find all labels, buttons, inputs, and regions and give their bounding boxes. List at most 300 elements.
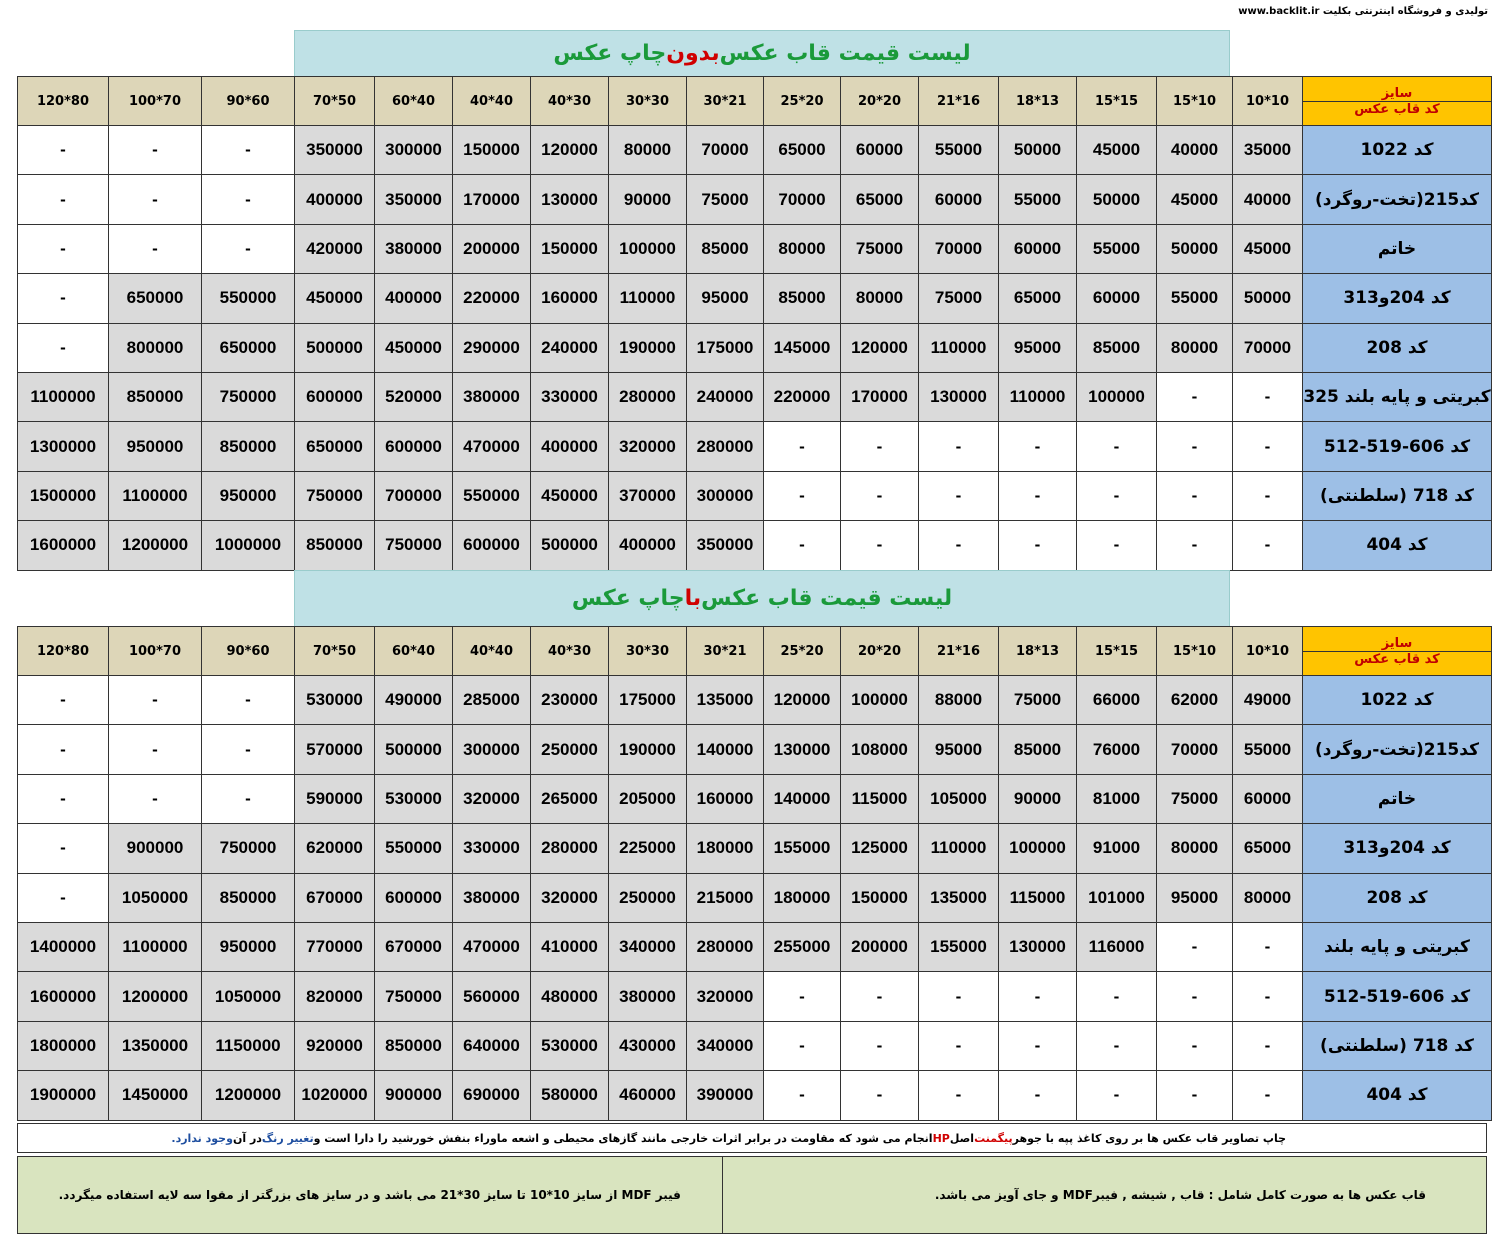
price-cell: 450000 — [375, 323, 453, 372]
price-cell: - — [109, 126, 202, 175]
table-row — [18, 922, 1492, 971]
price-cell: 470000 — [453, 422, 531, 471]
size-header-cell: 20*20 — [841, 627, 919, 676]
price-cell: 1800000 — [18, 1021, 109, 1070]
print-note — [17, 1123, 1487, 1153]
size-header-cell: 60*90 — [202, 77, 295, 126]
table-row — [18, 175, 1492, 224]
table-row — [18, 126, 1492, 175]
price-cell: - — [18, 676, 109, 725]
price-cell: 1150000 — [202, 1021, 295, 1070]
price-cell: 480000 — [531, 972, 609, 1021]
size-header-cell: 10*15 — [1157, 77, 1233, 126]
price-cell: - — [1077, 1021, 1157, 1070]
row-label: کبریتی و پایه بلند — [1303, 922, 1492, 971]
price-cell: - — [999, 1071, 1077, 1120]
note-part1: چاپ تصاویر قاب عکس ها بر روی کاغذ پپه با جوهر — [1012, 1131, 1286, 1145]
table-row — [18, 422, 1492, 471]
price-cell: 80000 — [764, 224, 841, 273]
price-cell: 85000 — [687, 224, 764, 273]
price-cell: - — [202, 774, 295, 823]
price-cell: 60000 — [1233, 774, 1303, 823]
price-cell: - — [764, 521, 841, 570]
price-cell: 460000 — [609, 1071, 687, 1120]
price-cell: - — [202, 126, 295, 175]
price-cell: 1300000 — [18, 422, 109, 471]
price-cell: 1100000 — [18, 372, 109, 421]
price-cell: 70000 — [1233, 323, 1303, 372]
price-cell: 80000 — [841, 274, 919, 323]
price-cell: 110000 — [999, 372, 1077, 421]
price-cell: - — [1077, 972, 1157, 1021]
price-cell: 150000 — [841, 873, 919, 922]
price-cell: - — [18, 725, 109, 774]
price-cell: 650000 — [295, 422, 375, 471]
price-cell: 450000 — [295, 274, 375, 323]
price-cell: - — [18, 274, 109, 323]
price-cell: 145000 — [764, 323, 841, 372]
price-cell: 1600000 — [18, 972, 109, 1021]
price-cell: 450000 — [531, 471, 609, 520]
price-cell: 55000 — [919, 126, 999, 175]
price-cell: 35000 — [1233, 126, 1303, 175]
price-cell: 120000 — [764, 676, 841, 725]
price-cell: 100000 — [999, 824, 1077, 873]
price-cell: - — [919, 1021, 999, 1070]
price-cell: - — [1233, 1071, 1303, 1120]
table-row — [18, 824, 1492, 873]
footer-right-note: قاب عکس ها به صورت کامل شامل : قاب , شیشه , فیبرMDF و جای آویز می باشد. — [722, 1157, 1487, 1233]
price-cell: 400000 — [531, 422, 609, 471]
price-cell: 190000 — [609, 725, 687, 774]
price-cell: - — [109, 774, 202, 823]
size-header-cell: 40*40 — [453, 627, 531, 676]
price-cell: 390000 — [687, 1071, 764, 1120]
price-cell: 180000 — [764, 873, 841, 922]
price-cell: 550000 — [453, 471, 531, 520]
price-cell: 690000 — [453, 1071, 531, 1120]
price-cell: - — [841, 1071, 919, 1120]
price-cell: 750000 — [375, 972, 453, 1021]
price-cell: - — [109, 175, 202, 224]
price-cell: 120000 — [841, 323, 919, 372]
size-header-cell: 20*20 — [841, 77, 919, 126]
price-cell: 1100000 — [109, 471, 202, 520]
price-cell: - — [1233, 422, 1303, 471]
table-row — [18, 372, 1492, 421]
price-cell: 55000 — [999, 175, 1077, 224]
price-cell: 80000 — [1157, 824, 1233, 873]
size-header-cell: 13*18 — [999, 627, 1077, 676]
table2-title-highlight: با — [684, 586, 702, 611]
price-table-with-print — [17, 626, 1492, 1121]
size-header-cell: 70*100 — [109, 77, 202, 126]
price-cell: 400000 — [375, 274, 453, 323]
price-cell: - — [18, 824, 109, 873]
price-cell: 1050000 — [202, 972, 295, 1021]
price-cell: 240000 — [687, 372, 764, 421]
note-pigment: پیگمنت — [974, 1131, 1013, 1145]
price-cell: 55000 — [1157, 274, 1233, 323]
price-cell: 155000 — [919, 922, 999, 971]
price-cell: - — [1157, 922, 1233, 971]
price-cell: - — [1233, 521, 1303, 570]
price-cell: 900000 — [109, 824, 202, 873]
price-cell: 225000 — [609, 824, 687, 873]
price-cell: 200000 — [453, 224, 531, 273]
price-cell: 101000 — [1077, 873, 1157, 922]
price-cell: - — [109, 224, 202, 273]
price-cell: 1200000 — [202, 1071, 295, 1120]
price-cell: 110000 — [919, 323, 999, 372]
price-cell: 95000 — [999, 323, 1077, 372]
price-cell: - — [841, 521, 919, 570]
price-cell: 85000 — [1077, 323, 1157, 372]
price-cell: 250000 — [609, 873, 687, 922]
price-cell: - — [1077, 521, 1157, 570]
price-cell: 620000 — [295, 824, 375, 873]
price-cell: 100000 — [841, 676, 919, 725]
price-cell: - — [1157, 972, 1233, 1021]
price-cell: - — [202, 224, 295, 273]
price-cell: 155000 — [764, 824, 841, 873]
price-cell: 850000 — [295, 521, 375, 570]
price-cell: 115000 — [999, 873, 1077, 922]
price-cell: - — [764, 1071, 841, 1120]
table1-title — [294, 30, 1230, 77]
price-cell: 200000 — [841, 922, 919, 971]
price-cell: 330000 — [453, 824, 531, 873]
price-cell: 40000 — [1233, 175, 1303, 224]
table-row — [18, 323, 1492, 372]
price-cell: - — [999, 1021, 1077, 1070]
price-cell: 95000 — [1157, 873, 1233, 922]
table1-title-after: چاپ عکس — [553, 41, 667, 66]
price-cell: - — [1157, 471, 1233, 520]
price-cell: 300000 — [375, 126, 453, 175]
price-cell: - — [764, 471, 841, 520]
price-cell: - — [1157, 422, 1233, 471]
price-cell: 110000 — [919, 824, 999, 873]
price-cell: 130000 — [999, 922, 1077, 971]
price-cell: - — [18, 175, 109, 224]
size-header-cell: 40*60 — [375, 77, 453, 126]
price-cell: - — [999, 471, 1077, 520]
price-cell: 80000 — [1157, 323, 1233, 372]
price-cell: - — [919, 1071, 999, 1120]
price-cell: 530000 — [295, 676, 375, 725]
price-cell: 140000 — [764, 774, 841, 823]
price-cell: - — [1077, 471, 1157, 520]
price-cell: 750000 — [375, 521, 453, 570]
price-cell: 250000 — [531, 725, 609, 774]
price-cell: - — [841, 1021, 919, 1070]
table-row — [18, 224, 1492, 273]
price-cell: - — [1157, 1071, 1233, 1120]
price-cell: 590000 — [295, 774, 375, 823]
price-cell: 1900000 — [18, 1071, 109, 1120]
price-cell: 50000 — [999, 126, 1077, 175]
price-cell: 1000000 — [202, 521, 295, 570]
price-cell: 400000 — [609, 521, 687, 570]
size-header-cell: 15*15 — [1077, 627, 1157, 676]
price-cell: 670000 — [295, 873, 375, 922]
row-label: کد 718 (سلطنتی) — [1303, 1021, 1492, 1070]
size-header-cell: 21*30 — [687, 627, 764, 676]
price-cell: 60000 — [919, 175, 999, 224]
price-cell: 580000 — [531, 1071, 609, 1120]
table-row — [18, 725, 1492, 774]
table-row — [18, 1071, 1492, 1120]
price-cell: 850000 — [109, 372, 202, 421]
price-cell: 550000 — [375, 824, 453, 873]
row-label: کد 204و313 — [1303, 824, 1492, 873]
row-label: کد215(تخت-روگرد) — [1303, 175, 1492, 224]
price-cell: 80000 — [1233, 873, 1303, 922]
price-cell: 380000 — [453, 873, 531, 922]
price-cell: 95000 — [919, 725, 999, 774]
row-label: کد 404 — [1303, 521, 1492, 570]
price-cell: - — [1233, 922, 1303, 971]
price-cell: - — [1233, 972, 1303, 1021]
price-cell: 40000 — [1157, 126, 1233, 175]
size-header-cell: 10*15 — [1157, 627, 1233, 676]
price-cell: 60000 — [999, 224, 1077, 273]
price-cell: 600000 — [375, 422, 453, 471]
price-cell: 115000 — [841, 774, 919, 823]
price-cell: 350000 — [375, 175, 453, 224]
price-cell: - — [109, 676, 202, 725]
table-row — [18, 873, 1492, 922]
code-header-label: کد قاب عکس — [1354, 651, 1440, 667]
price-cell: 110000 — [609, 274, 687, 323]
price-cell: 520000 — [375, 372, 453, 421]
footer-notes — [17, 1156, 1487, 1234]
price-cell: 320000 — [531, 873, 609, 922]
price-cell: 160000 — [531, 274, 609, 323]
price-cell: 140000 — [687, 725, 764, 774]
price-cell: 530000 — [375, 774, 453, 823]
price-cell: - — [109, 725, 202, 774]
row-label: کد 404 — [1303, 1071, 1492, 1120]
price-cell: - — [18, 126, 109, 175]
price-cell: 240000 — [531, 323, 609, 372]
price-cell: 80000 — [609, 126, 687, 175]
price-cell: 100000 — [609, 224, 687, 273]
size-header-cell: 15*15 — [1077, 77, 1157, 126]
price-cell: 75000 — [999, 676, 1077, 725]
price-cell: 1450000 — [109, 1071, 202, 1120]
price-cell: 1600000 — [18, 521, 109, 570]
price-cell: 220000 — [764, 372, 841, 421]
price-cell: - — [1157, 1021, 1233, 1070]
price-cell: 120000 — [531, 126, 609, 175]
price-cell: - — [1157, 521, 1233, 570]
price-cell: 285000 — [453, 676, 531, 725]
table1-title-highlight: بدون — [666, 41, 720, 66]
price-cell: 205000 — [609, 774, 687, 823]
table2-title-after: چاپ عکس — [571, 586, 685, 611]
size-header-cell: 40*60 — [375, 627, 453, 676]
price-cell: 230000 — [531, 676, 609, 725]
price-cell: 820000 — [295, 972, 375, 1021]
price-cell: 88000 — [919, 676, 999, 725]
price-cell: 570000 — [295, 725, 375, 774]
price-cell: 160000 — [687, 774, 764, 823]
price-cell: 1200000 — [109, 972, 202, 1021]
price-cell: 750000 — [202, 824, 295, 873]
price-cell: - — [999, 422, 1077, 471]
table1-title-before: لیست قیمت قاب عکس — [719, 41, 971, 66]
price-cell: - — [18, 873, 109, 922]
price-cell: 90000 — [999, 774, 1077, 823]
price-cell: 320000 — [687, 972, 764, 1021]
price-cell: 380000 — [453, 372, 531, 421]
price-cell: - — [1233, 1021, 1303, 1070]
price-cell: 280000 — [609, 372, 687, 421]
size-header-cell: 10*10 — [1233, 627, 1303, 676]
footer-left-note: فیبر MDF از سایز 10*10 تا سایز 30*21 می باشد و در سایز های بزرگتر از مقوا سه لایه استفاده میگردد. — [58, 1188, 681, 1202]
price-cell: 75000 — [919, 274, 999, 323]
price-cell: 650000 — [202, 323, 295, 372]
price-cell: 850000 — [202, 422, 295, 471]
price-cell: 750000 — [202, 372, 295, 421]
size-header-cell: 30*40 — [531, 627, 609, 676]
price-cell: 950000 — [202, 922, 295, 971]
price-cell: 75000 — [687, 175, 764, 224]
price-cell: 280000 — [531, 824, 609, 873]
price-cell: 65000 — [764, 126, 841, 175]
size-header-cell: 16*21 — [919, 627, 999, 676]
price-cell: 55000 — [1233, 725, 1303, 774]
price-cell: - — [18, 774, 109, 823]
price-cell: 850000 — [202, 873, 295, 922]
price-cell: 135000 — [687, 676, 764, 725]
price-cell: - — [841, 972, 919, 1021]
row-label: خاتم — [1303, 774, 1492, 823]
table-row — [18, 774, 1492, 823]
price-cell: 850000 — [375, 1021, 453, 1070]
price-cell: 1350000 — [109, 1021, 202, 1070]
price-cell: 300000 — [687, 471, 764, 520]
price-cell: 45000 — [1077, 126, 1157, 175]
price-cell: 380000 — [375, 224, 453, 273]
price-cell: 150000 — [531, 224, 609, 273]
size-header-cell: 21*30 — [687, 77, 764, 126]
price-cell: 150000 — [453, 126, 531, 175]
price-cell: 215000 — [687, 873, 764, 922]
size-header-cell: 80*120 — [18, 627, 109, 676]
price-cell: 1020000 — [295, 1071, 375, 1120]
row-label: کد 208 — [1303, 873, 1492, 922]
size-header-cell: 13*18 — [999, 77, 1077, 126]
price-cell: 330000 — [531, 372, 609, 421]
price-cell: - — [18, 224, 109, 273]
price-cell: 65000 — [841, 175, 919, 224]
row-label: کبریتی و پایه بلند 325 — [1303, 372, 1492, 421]
size-header-cell: 40*40 — [453, 77, 531, 126]
price-cell: 70000 — [687, 126, 764, 175]
price-cell: 430000 — [609, 1021, 687, 1070]
price-cell: 130000 — [919, 372, 999, 421]
row-label: کد 204و313 — [1303, 274, 1492, 323]
price-cell: 60000 — [1077, 274, 1157, 323]
price-cell: 50000 — [1233, 274, 1303, 323]
price-cell: 490000 — [375, 676, 453, 725]
price-cell: - — [919, 471, 999, 520]
price-cell: - — [764, 422, 841, 471]
size-header-label: سایز — [1303, 636, 1491, 652]
price-cell: - — [999, 521, 1077, 570]
price-cell: 750000 — [295, 471, 375, 520]
price-cell: 350000 — [295, 126, 375, 175]
price-cell: - — [1233, 372, 1303, 421]
price-cell: 290000 — [453, 323, 531, 372]
price-cell: 400000 — [295, 175, 375, 224]
size-header-cell: 70*100 — [109, 627, 202, 676]
price-cell: 75000 — [841, 224, 919, 273]
row-label: کد215(تخت-روگرد) — [1303, 725, 1492, 774]
price-cell: 350000 — [687, 521, 764, 570]
price-cell: 65000 — [1233, 824, 1303, 873]
price-cell: 135000 — [919, 873, 999, 922]
row-label: کد 1022 — [1303, 126, 1492, 175]
price-cell: 300000 — [453, 725, 531, 774]
size-header-cell: 20*25 — [764, 77, 841, 126]
price-table-without-print — [17, 76, 1492, 571]
price-cell: 70000 — [764, 175, 841, 224]
price-cell: 45000 — [1233, 224, 1303, 273]
price-cell: 45000 — [1157, 175, 1233, 224]
price-cell: 125000 — [841, 824, 919, 873]
price-cell: 600000 — [375, 873, 453, 922]
price-cell: - — [18, 323, 109, 372]
price-cell: 1050000 — [109, 873, 202, 922]
price-cell: 76000 — [1077, 725, 1157, 774]
price-cell: 170000 — [453, 175, 531, 224]
price-cell: 370000 — [609, 471, 687, 520]
note-part3: انجام می شود که مقاومت در برابر اثرات خارجی مانند گازهای محیطی و اشعه ماوراء بنفش خورشید را دارا است و — [313, 1131, 933, 1145]
size-header-cell: 30*30 — [609, 77, 687, 126]
row-label: کد 606-519-512 — [1303, 422, 1492, 471]
price-cell: - — [841, 471, 919, 520]
price-cell: - — [202, 175, 295, 224]
price-cell: 320000 — [609, 422, 687, 471]
price-cell: 70000 — [919, 224, 999, 273]
price-cell: 85000 — [999, 725, 1077, 774]
price-cell: 85000 — [764, 274, 841, 323]
price-cell: - — [1077, 422, 1157, 471]
price-cell: 340000 — [687, 1021, 764, 1070]
price-cell: 70000 — [1157, 725, 1233, 774]
price-cell: 66000 — [1077, 676, 1157, 725]
price-cell: 50000 — [1157, 224, 1233, 273]
price-cell: 170000 — [841, 372, 919, 421]
price-cell: 91000 — [1077, 824, 1157, 873]
price-cell: 55000 — [1077, 224, 1157, 273]
price-cell: 640000 — [453, 1021, 531, 1070]
price-cell: - — [919, 422, 999, 471]
price-cell: 500000 — [531, 521, 609, 570]
price-cell: 800000 — [109, 323, 202, 372]
table-row — [18, 676, 1492, 725]
price-cell: - — [764, 1021, 841, 1070]
price-cell: 600000 — [295, 372, 375, 421]
price-cell: 65000 — [999, 274, 1077, 323]
price-cell: - — [202, 725, 295, 774]
price-cell: 60000 — [841, 126, 919, 175]
table-row — [18, 521, 1492, 570]
